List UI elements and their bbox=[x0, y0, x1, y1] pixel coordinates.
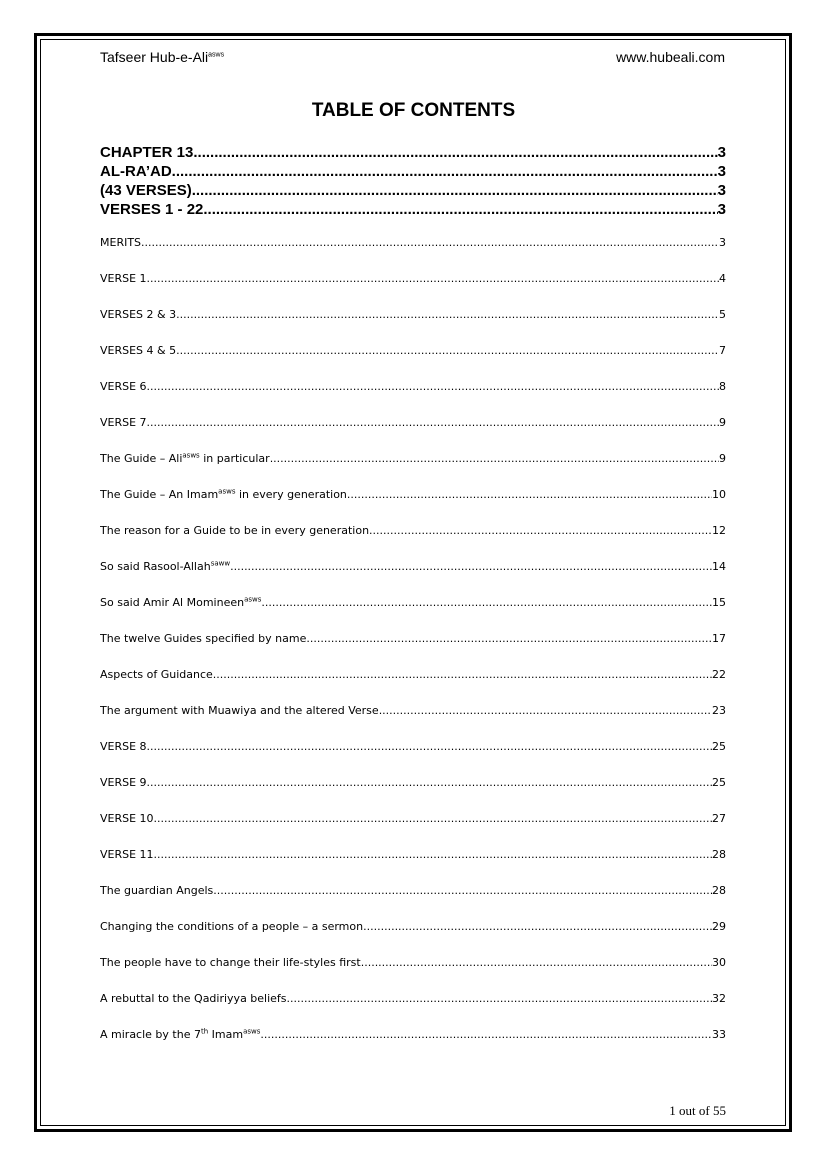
toc-dot-leader bbox=[176, 308, 719, 322]
toc-entry-title: So said Rasool-Allah bbox=[100, 560, 211, 573]
toc-entry-title: So said Amir Al Momineen bbox=[100, 596, 245, 609]
header-title-text: Tafseer Hub-e-Ali bbox=[100, 49, 209, 65]
toc-dot-leader bbox=[176, 344, 719, 358]
toc-dot-leader bbox=[261, 596, 712, 610]
toc-entry-title: Changing the conditions of a people – a sermon bbox=[100, 920, 364, 933]
toc-entry-title: The reason for a Guide to be in every generation bbox=[100, 524, 370, 537]
header-book-title bbox=[100, 49, 224, 65]
toc-entry-sup: saww bbox=[210, 560, 231, 568]
toc-page-number: 28 bbox=[712, 848, 726, 861]
header-website: www.hubeali.com bbox=[616, 49, 725, 65]
toc-dot-leader bbox=[147, 380, 719, 394]
toc-page-number: 12 bbox=[712, 524, 726, 537]
toc-dot-leader bbox=[154, 812, 712, 826]
toc-entry-title-rest: in every generation bbox=[235, 488, 347, 501]
toc-entry-label bbox=[100, 776, 147, 790]
toc-entry-label bbox=[100, 488, 347, 502]
toc-entry-title: The twelve Guides specified by name bbox=[100, 632, 307, 645]
toc-entry-title: VERSES 4 & 5 bbox=[100, 344, 177, 357]
toc-entry-title-rest: Imam bbox=[208, 1028, 244, 1041]
toc-entry-label bbox=[100, 524, 369, 538]
toc-entry[interactable] bbox=[100, 596, 726, 632]
toc-page-number: 3 bbox=[717, 182, 726, 199]
toc-entry[interactable] bbox=[100, 776, 726, 812]
toc-entry[interactable] bbox=[100, 272, 726, 308]
toc-entry-label bbox=[100, 181, 192, 200]
toc-entry-title: VERSE 6 bbox=[100, 380, 147, 393]
toc-entry[interactable] bbox=[100, 524, 726, 560]
toc-entry-title: A miracle by the 7 bbox=[100, 1028, 201, 1041]
toc-page-number: 3 bbox=[717, 201, 726, 218]
toc-dot-leader bbox=[203, 200, 717, 219]
toc-dot-leader bbox=[347, 488, 712, 502]
toc-dot-leader bbox=[369, 524, 712, 538]
toc-entry-label bbox=[100, 380, 147, 394]
toc-main-item[interactable] bbox=[100, 143, 726, 162]
toc-entry-label bbox=[100, 632, 306, 646]
toc-entry[interactable] bbox=[100, 1028, 726, 1064]
toc-dot-leader bbox=[154, 848, 712, 862]
toc-entry[interactable] bbox=[100, 344, 726, 380]
toc-entry-title: VERSE 9 bbox=[100, 776, 147, 789]
toc-page-number: 10 bbox=[712, 488, 726, 501]
toc-entry-label bbox=[100, 848, 154, 862]
header-title-sup: asws bbox=[208, 51, 225, 59]
toc-entry-sup: asws bbox=[244, 596, 262, 604]
toc-entry-title: VERSE 11 bbox=[100, 848, 154, 861]
toc-entry-title: (43 VERSES) bbox=[100, 182, 192, 199]
toc-dot-leader bbox=[270, 452, 719, 466]
toc-entry[interactable] bbox=[100, 704, 726, 740]
toc-entry-label bbox=[100, 272, 147, 286]
toc-entry-title: The Guide – An Imam bbox=[100, 488, 219, 501]
toc-entry-title: The people have to change their life-styles first bbox=[100, 956, 361, 969]
toc-entry-label bbox=[100, 740, 147, 754]
toc-entry-sup: asws bbox=[182, 452, 200, 460]
toc-entry-title: AL-RA’AD bbox=[100, 163, 172, 180]
toc-page-number: 17 bbox=[712, 632, 726, 645]
toc-entry-title: The Guide – Ali bbox=[100, 452, 183, 465]
toc-entry-label bbox=[100, 162, 172, 181]
toc-entry[interactable] bbox=[100, 992, 726, 1028]
toc-entry-label bbox=[100, 200, 203, 219]
toc-entry[interactable] bbox=[100, 632, 726, 668]
toc-main-item[interactable] bbox=[100, 181, 726, 200]
toc-main-item[interactable] bbox=[100, 200, 726, 219]
toc-entry-label bbox=[100, 920, 363, 934]
toc-entry-sup: th bbox=[200, 1028, 209, 1036]
toc-entry-label bbox=[100, 596, 261, 610]
toc-page-number: 28 bbox=[712, 884, 726, 897]
toc-entry-label bbox=[100, 992, 287, 1006]
toc-entry[interactable] bbox=[100, 488, 726, 524]
toc-entry-label bbox=[100, 560, 230, 574]
toc-entry-label bbox=[100, 143, 193, 162]
toc-page-number: 9 bbox=[719, 452, 726, 465]
toc-page-number: 3 bbox=[717, 163, 726, 180]
toc-entry[interactable] bbox=[100, 812, 726, 848]
toc-entry[interactable] bbox=[100, 956, 726, 992]
toc-entry[interactable] bbox=[100, 920, 726, 956]
toc-entry-label bbox=[100, 1028, 260, 1042]
toc-entry[interactable] bbox=[100, 560, 726, 596]
page-number: 1 out of 55 bbox=[669, 1103, 726, 1118]
toc-page-number: 3 bbox=[717, 144, 726, 161]
toc-entry-title: The argument with Muawiya and the altered Verse bbox=[100, 704, 379, 717]
toc-dot-leader bbox=[147, 272, 719, 286]
toc-entry[interactable] bbox=[100, 848, 726, 884]
toc-entry[interactable] bbox=[100, 884, 726, 920]
toc-main-list bbox=[100, 143, 726, 219]
toc-page-number: 5 bbox=[719, 308, 726, 321]
toc-entry-title: VERSE 8 bbox=[100, 740, 147, 753]
toc-entry-title: VERSE 7 bbox=[100, 416, 147, 429]
toc-dot-leader bbox=[147, 740, 712, 754]
toc-page-number: 25 bbox=[712, 740, 726, 753]
toc-entry-label bbox=[100, 884, 213, 898]
page-title: TABLE OF CONTENTS bbox=[311, 100, 516, 121]
toc-page-number: 7 bbox=[719, 344, 726, 357]
toc-page-number: 4 bbox=[719, 272, 726, 285]
toc-dot-leader bbox=[363, 920, 712, 934]
toc-dot-leader bbox=[379, 704, 712, 718]
toc-entry-label bbox=[100, 236, 141, 250]
toc-page-number: 25 bbox=[712, 776, 726, 789]
toc-entry-list bbox=[100, 236, 726, 1064]
toc-entry[interactable] bbox=[100, 236, 726, 272]
toc-page-number: 23 bbox=[712, 704, 726, 717]
toc-entry-title-rest: in particular bbox=[199, 452, 270, 465]
toc-dot-leader bbox=[361, 956, 712, 970]
toc-entry[interactable] bbox=[100, 308, 726, 344]
toc-dot-leader bbox=[260, 1028, 712, 1042]
toc-page-number: 32 bbox=[712, 992, 726, 1005]
toc-page-number: 33 bbox=[712, 1028, 726, 1041]
toc-main-item[interactable] bbox=[100, 162, 726, 181]
toc-entry-sup: asws bbox=[218, 488, 236, 496]
toc-entry-label bbox=[100, 416, 147, 430]
toc-entry-title: Aspects of Guidance bbox=[100, 668, 213, 681]
toc-entry-label bbox=[100, 812, 154, 826]
toc-dot-leader bbox=[306, 632, 712, 646]
toc-entry-title: MERITS bbox=[100, 236, 142, 249]
toc-entry-label bbox=[100, 452, 270, 466]
toc-entry-title: The guardian Angels bbox=[100, 884, 214, 897]
toc-entry-title: VERSE 1 bbox=[100, 272, 147, 285]
toc-dot-leader bbox=[141, 236, 719, 250]
toc-dot-leader bbox=[213, 884, 712, 898]
toc-dot-leader bbox=[192, 181, 718, 200]
toc-page-number: 3 bbox=[719, 236, 726, 249]
toc-page-number: 30 bbox=[712, 956, 726, 969]
toc-dot-leader bbox=[147, 416, 719, 430]
toc-entry[interactable] bbox=[100, 416, 726, 452]
toc-page-number: 8 bbox=[719, 380, 726, 393]
toc-entry[interactable] bbox=[100, 452, 726, 488]
toc-dot-leader bbox=[230, 560, 712, 574]
toc-dot-leader bbox=[172, 162, 718, 181]
toc-page-number: 9 bbox=[719, 416, 726, 429]
toc-entry-label bbox=[100, 344, 176, 358]
toc-entry[interactable] bbox=[100, 740, 726, 776]
toc-page-number: 15 bbox=[712, 596, 726, 609]
toc-entry-title: CHAPTER 13 bbox=[100, 144, 194, 161]
toc-entry-title: VERSES 1 - 22 bbox=[100, 201, 204, 218]
toc-entry-label bbox=[100, 308, 176, 322]
toc-entry[interactable] bbox=[100, 668, 726, 704]
toc-page-number: 29 bbox=[712, 920, 726, 933]
toc-entry-title: A rebuttal to the Qadiriyya beliefs bbox=[100, 992, 287, 1005]
toc-entry-sup: asws bbox=[243, 1028, 261, 1036]
toc-dot-leader bbox=[213, 668, 712, 682]
toc-page-number: 22 bbox=[712, 668, 726, 681]
toc-entry[interactable] bbox=[100, 380, 726, 416]
toc-dot-leader bbox=[147, 776, 712, 790]
toc-entry-title: VERSE 10 bbox=[100, 812, 154, 825]
toc-entry-label bbox=[100, 956, 361, 970]
toc-dot-leader bbox=[193, 143, 717, 162]
toc-entry-label bbox=[100, 704, 379, 718]
toc-page-number: 27 bbox=[712, 812, 726, 825]
toc-dot-leader bbox=[287, 992, 712, 1006]
toc-entry-title: VERSES 2 & 3 bbox=[100, 308, 177, 321]
toc-entry-label bbox=[100, 668, 213, 682]
toc-page-number: 14 bbox=[712, 560, 726, 573]
